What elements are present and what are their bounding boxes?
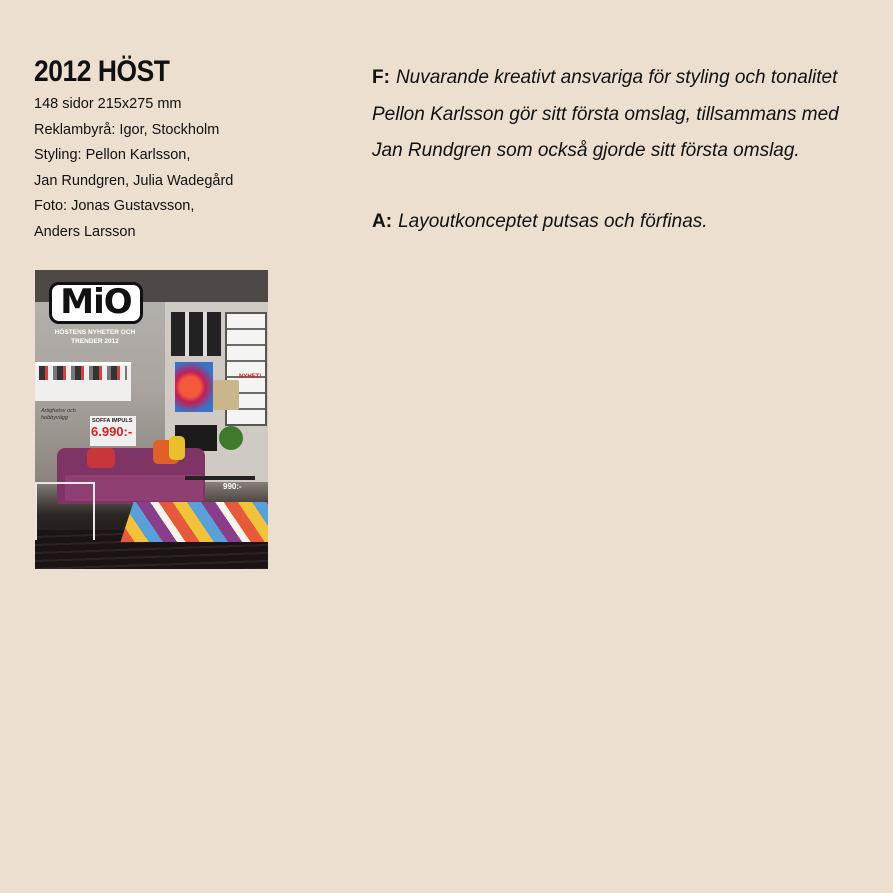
cover-shelf-items — [39, 366, 127, 380]
note-f — [372, 60, 852, 170]
cover-frames — [171, 312, 221, 356]
note-f-label: F: — [372, 67, 390, 88]
note-f-text: Nuvarande kreativt ansvariga för styling och tonalitet Pellon Karlsson gör sitt första omslag, tillsammans med Jan Rundgren som också gjorde sitt första omslag. — [372, 67, 839, 161]
cover-nyhet-label: NYHET! — [239, 374, 262, 380]
cover-price: 6.990:- — [91, 424, 133, 439]
mio-logo: MiO — [49, 282, 143, 324]
note-a — [372, 204, 852, 241]
notes — [372, 60, 852, 240]
cover-coffee-table — [185, 476, 255, 480]
cover-plant — [219, 426, 243, 450]
catalog-meta — [34, 92, 334, 245]
cover-side-table — [35, 482, 95, 540]
meta-styling: Styling: Pellon Karlsson, — [34, 147, 191, 163]
cover-price-tag: 990:- — [223, 482, 242, 491]
cover-promo-title: SOFFA IMPULS — [92, 418, 133, 424]
cover-lamp — [213, 380, 239, 410]
page-title: 2012 HÖST — [34, 55, 170, 88]
meta-photo: Foto: Jonas Gustavsson, — [34, 198, 195, 214]
cover-tagline: HÖSTENS NYHETER OCH TRENDER 2012 — [54, 329, 136, 345]
note-a-label: A: — [372, 210, 393, 232]
meta-agency: Reklambyrå: Igor, Stockholm — [34, 121, 220, 138]
cover-pillow — [87, 448, 115, 468]
cover-pillow — [169, 436, 185, 460]
cover-script-note: Artighetsv och hobbyvägg — [41, 408, 76, 421]
meta-pages: 148 sidor 215x275 mm — [34, 96, 182, 112]
cover-rug — [121, 502, 268, 542]
note-a-text: Layoutkonceptet putsas och förfinas. — [398, 210, 708, 232]
cover-painting — [175, 362, 213, 412]
catalog-info — [34, 54, 334, 245]
meta-photo-cont: Anders Larsson — [34, 223, 136, 240]
catalog-cover-image — [35, 270, 268, 569]
meta-styling-cont: Jan Rundgren, Julia Wadegård — [34, 172, 234, 189]
